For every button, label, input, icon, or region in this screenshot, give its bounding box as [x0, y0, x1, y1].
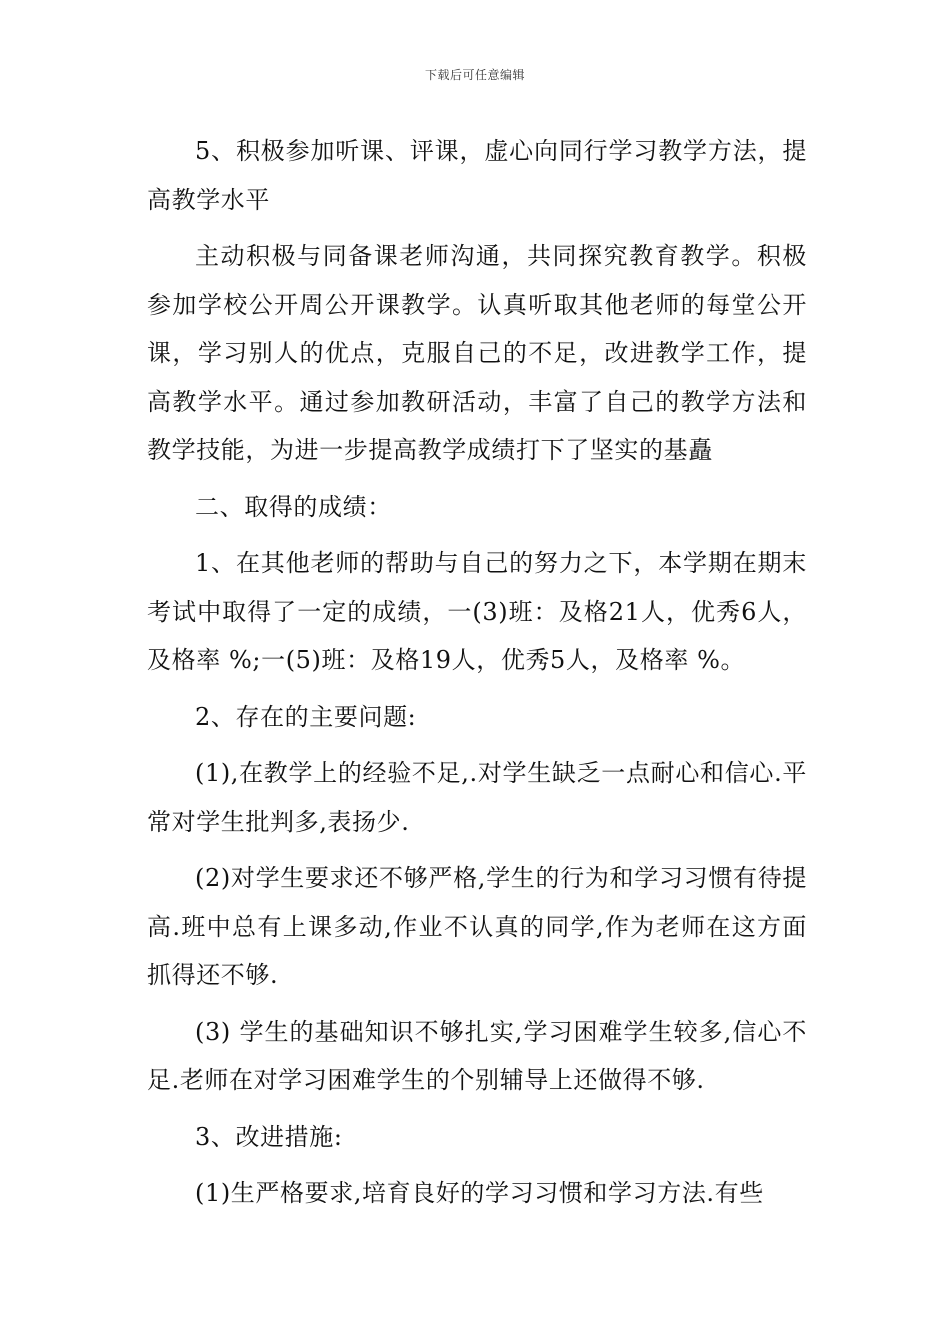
paragraph-problem-1: (1),在教学上的经验不足,.对学生缺乏一点耐心和信心.平常对学生批判多,表扬少. — [147, 759, 807, 836]
paragraph-item-5: 5、积极参加听课、评课，虚心向同行学习教学方法，提高教学水平 — [147, 137, 807, 214]
page-header: 下载后可任意编辑 — [424, 68, 525, 82]
paragraph-improvement-1: (1)生严格要求,培育良好的学习习惯和学习方法.有些 — [195, 1179, 764, 1207]
section-heading-achievements: 二、取得的成绩： — [195, 492, 392, 521]
subheading-improvements: 3、改进措施: — [195, 1122, 343, 1151]
document-body — [147, 127, 807, 1226]
paragraph-problem-2: (2)对学生要求还不够严格,学生的行为和学习习惯有待提高.班中总有上课多动,作业不认真的同学,作为老师在这方面抓得还不够. — [147, 864, 807, 989]
subheading-problems: 2、存在的主要问题: — [195, 702, 417, 731]
paragraph-problem-3: (3) 学生的基础知识不够扎实,学习困难学生较多,信心不足.老师在对学习困难学生的个别辅导上还做得不够. — [147, 1017, 807, 1094]
paragraph-collaboration: 主动积极与同备课老师沟通，共同探究教育教学。积极参加学校公开周公开课教学。认真听取其他老师的每堂公开课，学习别人的优点，克服自己的不足，改进教学工作，提高教学水平。通过参加教研活动，丰富了自己的教学方法和教学技能，为进一步提高教学成绩打下了坚实的基矗 — [147, 242, 807, 464]
paragraph-results: 1、在其他老师的帮助与自己的努力之下，本学期在期末考试中取得了一定的成绩，一(3)班：及格21人，优秀6人，及格率 %;一(5)班：及格19人，优秀5人，及格率 %。 — [147, 549, 807, 674]
